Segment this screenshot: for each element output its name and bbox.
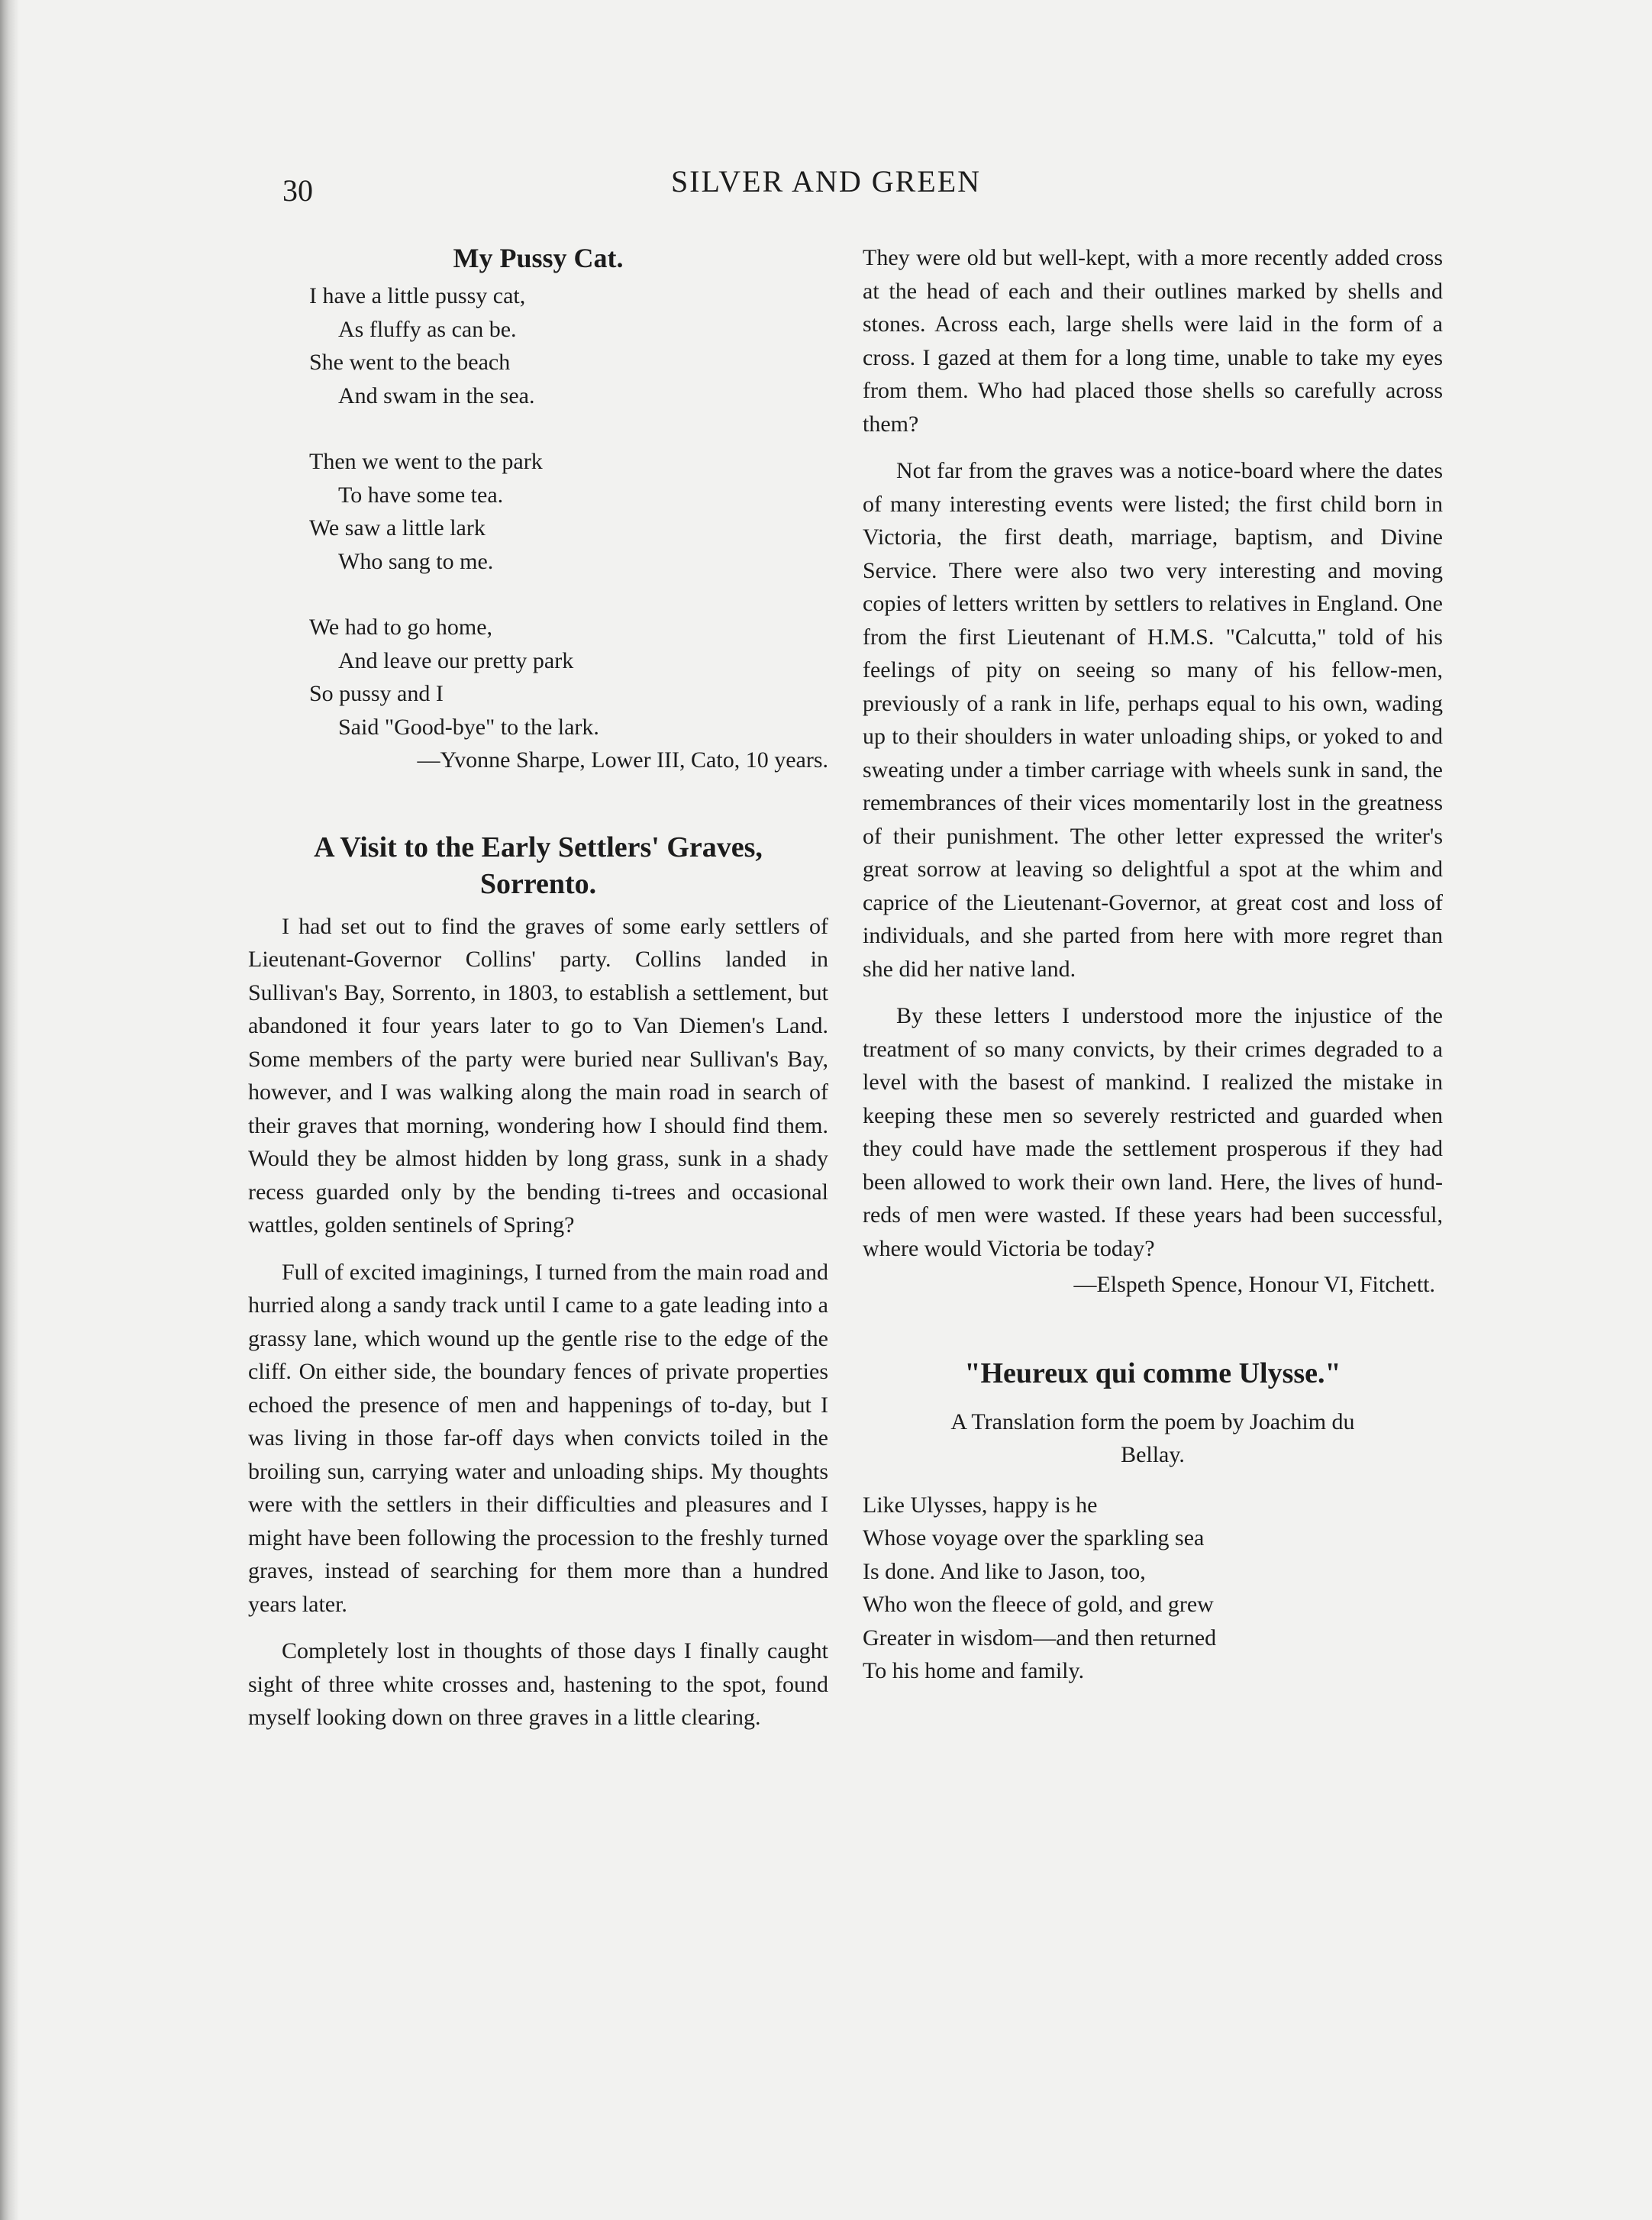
poem-title-heureux: "Heureux qui comme Ulysse." (964, 1357, 1341, 1389)
poem-line: So pussy and I (309, 681, 444, 706)
article-title-line: Sorrento. (479, 867, 597, 900)
poem-stanza (309, 445, 828, 578)
poem-line: I have a little pussy cat, (309, 283, 526, 308)
poem-line: We saw a little lark (309, 515, 486, 540)
poem-line: Is done. And like to Jason, too, (863, 1558, 1146, 1584)
article-title (248, 829, 828, 902)
poem-stanza (309, 611, 828, 744)
poem-line: Who won the fleece of gold, and grew (863, 1592, 1214, 1617)
poem-line: Greater in wisdom—and then returned (863, 1625, 1217, 1650)
poem-line: And swam in the sea. (338, 382, 535, 408)
poem-my-pussy-cat (309, 279, 828, 744)
article-paragraph: I had set out to find the graves of some early settlers of Lieutenant-Governor Collins' party. Collins landed in Sullivan's Bay, Sorrento, in 1803, to establish a settlement, but abandoned it four years later to go to Van Diemen's Land. Some members of the party were buried near Sullivan's Bay, however, and I was walking along the main road in search of their graves that morning, wondering how I should find them. Would they be almost hidden by long grass, sunk in a shady recess guarded only by the bending ti-trees and occasional wattles, golden sentinels of Spring? (248, 913, 828, 1237)
page-number: 30 (282, 173, 313, 208)
poem-line: Said "Good-bye" to the lark. (338, 714, 599, 740)
poem-stanza (309, 279, 828, 412)
poem-subtitle-line: Bellay. (1121, 1442, 1185, 1467)
poem-subtitle-line: A Translation form the poem by Joachim du (950, 1408, 1355, 1434)
article-paragraph: Completely lost in thoughts of those days I finally caught sight of three white crosses and, hastening to the spot, found myself looking down on three graves in a little clearing. (248, 1638, 828, 1730)
poem-line: She went to the beach (309, 350, 511, 375)
poem-translation (863, 1489, 1443, 1688)
article-paragraph-continued: They were old but well-kept, with a more recently added cross at the head of each and their outlines marked by shells and stones. Across each, large shells were laid in the form of a cross. I gazed at them for a long time, unable to take my eyes from them. Who had placed those shells so carefully across them? (863, 245, 1443, 437)
poem-line: To have some tea. (338, 482, 504, 508)
article-author-credit: —Elspeth Spence, Honour VI, Fitchett. (1073, 1272, 1435, 1297)
poem-title-my-pussy-cat: My Pussy Cat. (453, 243, 624, 273)
poem-line: Whose voyage over the sparkling sea (863, 1525, 1205, 1550)
poem-line: We had to go home, (309, 615, 493, 640)
poem-line: Then we went to the park (309, 449, 543, 474)
poem-subtitle (863, 1405, 1443, 1472)
article-title-line: A Visit to the Early Settlers' Graves, (314, 831, 763, 863)
left-column (248, 241, 828, 1748)
right-column (863, 241, 1443, 1688)
poem-line: As fluffy as can be. (338, 316, 517, 342)
article-paragraph: Not far from the graves was a notice-board where the dates of many interesting events were listed; the first child born in Victoria, the first death, marriage, baptism, and Divine Service. There were also two very interesting and moving copies of letters written by settlers to relatives in England. One from the first Lieutenant of H.M.S. "Calcutta," told of his feelings of pity on seeing so many of his fellow-men, previously of a rank in life, perhaps equal to his own, wading up to their shoulders in water unloading ships, or yoked to and sweating under a timber carriage with wheels sunk in sand, the remembrances of their vices momentarily lost in the greatness of their punishment. The other letter expressed the writer's great sorrow at leaving so delightful a spot at the whim and caprice of the Lieutenant-Governor, at great cost and loss of individuals, and she parted from here with more regret than she did her native land. (863, 458, 1443, 982)
poem-line: Who sang to me. (338, 548, 494, 574)
poem-author-credit: —Yvonne Sharpe, Lower III, Cato, 10 years. (417, 747, 828, 773)
poem-line: Like Ulysses, happy is he (863, 1492, 1098, 1518)
running-title: SILVER AND GREEN (670, 164, 982, 198)
article-paragraph: By these letters I understood more the injustice of the treatment of so many convicts, by their crimes degraded to a level with the basest of mankind. I realized the mistake in keeping these men so severely restricted and guarded when they could have made the settlement prosperous if they had been allowed to work their own land. Here, the lives of hundreds of men were wasted. If these years had been successful, where would Victoria be today? (863, 1003, 1443, 1261)
poem-line: To his home and family. (863, 1658, 1085, 1683)
poem-line: And leave our pretty park (338, 647, 574, 673)
article-paragraph: Full of excited imaginings, I turned from the main road and hurried along a sandy track until I came to a gate leading into a grassy lane, which wound up the gentle rise to the edge of the cliff. On either side, the boundary fences of private properties echoed the presence of men and happenings of to-day, but I was living in those far-off days when convicts toiled in the broiling sun, carrying water and unloading ships. My thoughts were with the settlers in their difficulties and pleasures and I might have been following the procession to the freshly turned graves, instead of searching for them more than a hundred years later. (248, 1259, 828, 1617)
